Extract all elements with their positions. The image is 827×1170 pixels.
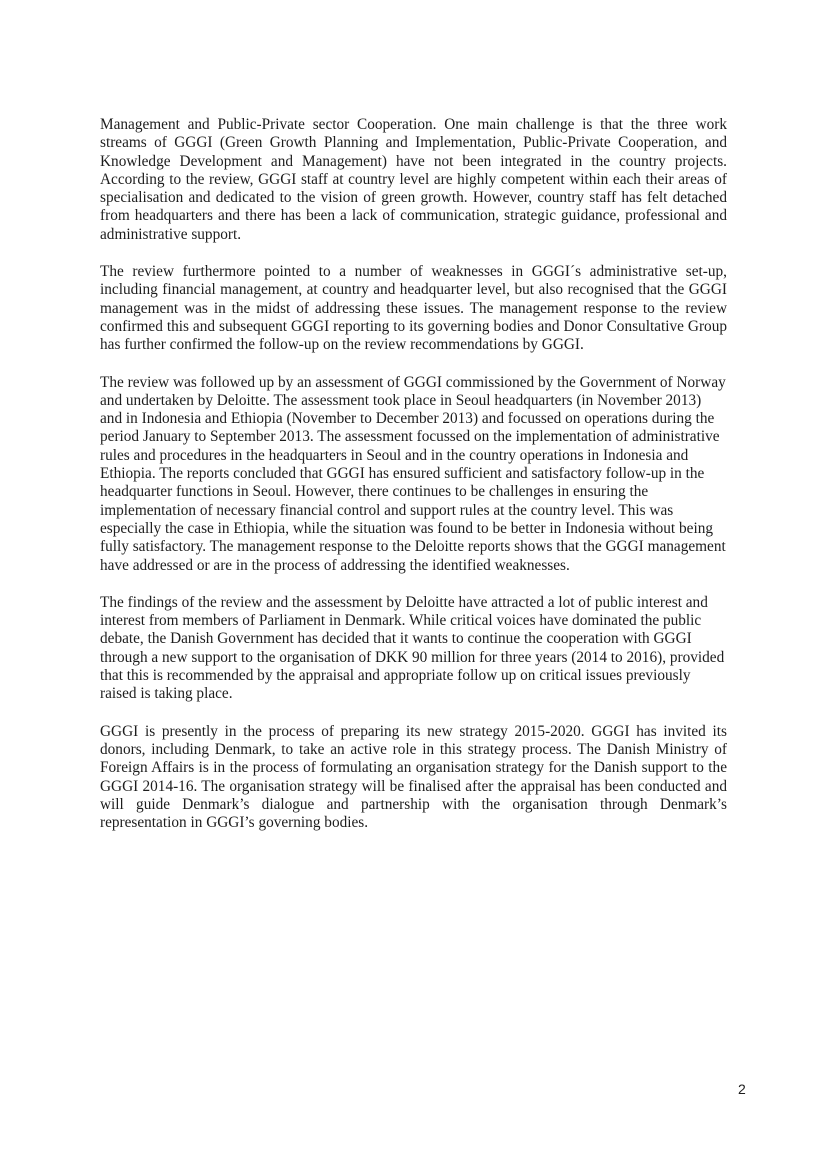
page-number: 2: [738, 1081, 746, 1097]
paragraph-5: GGGI is presently in the process of preparing its new strategy 2015-2020. GGGI has invited its donors, including Denmark, to take an active role in this strategy process. The Danish Ministry of Foreign Affairs is in the process of formulating an organisation strategy for the Danish support to the GGGI 2014-16. The organisation strategy will be finalised after the appraisal has been conducted and will guide Denmark’s dialogue and partnership with the organisation through Denmark’s representation in GGGI’s governing bodies.: [100, 722, 727, 832]
body-text: [100, 116, 727, 851]
paragraph-2: The review furthermore pointed to a number of weaknesses in GGGI´s administrative set-up, including financial management, at country and headquarter level, but also recognised that the GGGI management was in the midst of addressing these issues. The management response to the review confirmed this and subsequent GGGI reporting to its governing bodies and Donor Consultative Group has further confirmed the follow-up on the review recommendations by GGGI.: [100, 263, 727, 354]
paragraph-3: The review was followed up by an assessment of GGGI commissioned by the Government of Norway and undertaken by Deloitte. The assessment took place in Seoul headquarters (in November 2013) and in Indonesia and Ethiopia (November to December 2013) and focussed on operations during the period January to September 2013. The assessment focussed on the implementation of administrative rules and procedures in the headquarters in Seoul and in the country operations in Indonesia and Ethiopia. The reports concluded that GGGI has ensured sufficient and satisfactory follow-up in the headquarter functions in Seoul. However, there continues to be challenges in ensuring the implementation of necessary financial control and support rules at the country level. This was especially the case in Ethiopia, while the situation was found to be better in Indonesia without being fully satisfactory. The management response to the Deloitte reports shows that the GGGI management have addressed or are in the process of addressing the identified weaknesses.: [100, 373, 726, 574]
paragraph-4: The findings of the review and the assessment by Deloitte have attracted a lot of public interest and interest from members of Parliament in Denmark. While critical voices have dominated the public debate, the Danish Government has decided that it wants to continue the cooperation with GGGI through a new support to the organisation of DKK 90 million for three years (2014 to 2016), provided that this is recommended by the appraisal and appropriate follow up on critical issues previously raised is taking place.: [100, 593, 725, 703]
paragraph-1: Management and Public-Private sector Cooperation. One main challenge is that the three work streams of GGGI (Green Growth Planning and Implementation, Public-Private Cooperation, and Knowledge Development and Management) have not been integrated in the country projects. According to the review, GGGI staff at country level are highly competent within each their areas of specialisation and dedicated to the vision of green growth. However, country staff has felt detached from headquarters and there has been a lack of communication, strategic guidance, professional and administrative support.: [100, 116, 727, 243]
